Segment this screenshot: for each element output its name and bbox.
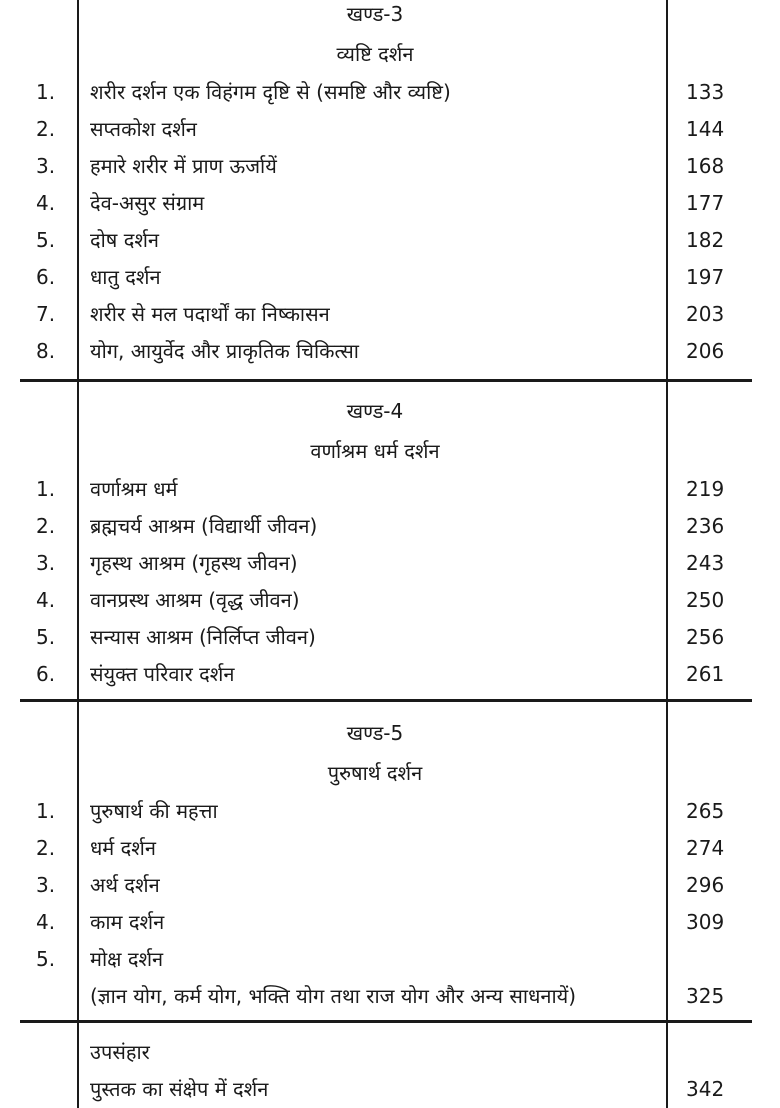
- toc-entry[interactable]: [0, 619, 780, 656]
- toc-entry[interactable]: [0, 259, 780, 296]
- entry-page-number: 243: [686, 551, 725, 575]
- entry-page-number: 261: [686, 662, 725, 686]
- toc-entry[interactable]: [0, 1034, 780, 1071]
- entry-number: 3.: [36, 873, 56, 897]
- entry-page-number: 144: [686, 117, 725, 141]
- entry-number: 5.: [36, 625, 56, 649]
- entry-title: मोक्ष दर्शन: [90, 947, 164, 971]
- entry-title: सन्यास आश्रम (निर्लिप्त जीवन): [90, 625, 316, 649]
- entry-page-number: 309: [686, 910, 725, 934]
- entry-number: 1.: [36, 799, 56, 823]
- toc-entry[interactable]: [0, 830, 780, 867]
- entry-page-number: 256: [686, 625, 725, 649]
- toc-entry[interactable]: [0, 656, 780, 693]
- entry-page-number: 177: [686, 191, 725, 215]
- entry-title: गृहस्थ आश्रम (गृहस्थ जीवन): [90, 551, 298, 575]
- entry-title: पुस्तक का संक्षेप में दर्शन: [90, 1077, 269, 1101]
- entry-page-number: 296: [686, 873, 725, 897]
- toc-entry[interactable]: [0, 222, 780, 259]
- entry-title: शरीर से मल पदार्थों का निष्कासन: [90, 302, 330, 326]
- entry-number: 2.: [36, 836, 56, 860]
- entry-page-number: 265: [686, 799, 725, 823]
- entry-page-number: 168: [686, 154, 725, 178]
- entry-title: शरीर दर्शन एक विहंगम दृष्टि से (समष्टि और व्यष्टि): [90, 80, 451, 104]
- entry-number: 5.: [36, 228, 56, 252]
- entry-title: ब्रह्मचर्य आश्रम (विद्यार्थी जीवन): [90, 514, 318, 538]
- section-subtitle: पुरुषार्थ दर्शन: [327, 761, 423, 785]
- toc-entry[interactable]: [0, 904, 780, 941]
- section-subtitle: व्यष्टि दर्शन: [336, 42, 414, 66]
- toc-entry[interactable]: [0, 582, 780, 619]
- section-heading: खण्ड-4: [346, 399, 404, 423]
- entry-page-number: 182: [686, 228, 725, 252]
- entry-title: वानप्रस्थ आश्रम (वृद्ध जीवन): [90, 588, 300, 612]
- toc-entry[interactable]: [0, 185, 780, 222]
- entry-number: 6.: [36, 662, 56, 686]
- entry-title: अर्थ दर्शन: [90, 873, 160, 897]
- toc-entry[interactable]: [0, 508, 780, 545]
- entry-title: काम दर्शन: [90, 910, 165, 934]
- entry-number: 8.: [36, 339, 56, 363]
- toc-entry[interactable]: [0, 74, 780, 111]
- entry-title: पुरुषार्थ की महत्ता: [90, 799, 218, 823]
- entry-page-number: 325: [686, 984, 725, 1008]
- toc-entry[interactable]: [0, 941, 780, 978]
- entry-number: 2.: [36, 514, 56, 538]
- entry-page-number: 236: [686, 514, 725, 538]
- section-heading: खण्ड-3: [346, 2, 404, 26]
- entry-page-number: 133: [686, 80, 725, 104]
- entry-title: वर्णाश्रम धर्म: [90, 477, 178, 501]
- entry-page-number: 206: [686, 339, 725, 363]
- entry-number: 4.: [36, 191, 56, 215]
- entry-title: सप्तकोश दर्शन: [90, 117, 197, 141]
- toc-entry[interactable]: [0, 545, 780, 582]
- toc-entry[interactable]: [0, 1071, 780, 1108]
- entry-number: 4.: [36, 588, 56, 612]
- entry-page-number: 219: [686, 477, 725, 501]
- section-subtitle: वर्णाश्रम धर्म दर्शन: [310, 439, 440, 463]
- entry-page-number: 274: [686, 836, 725, 860]
- entry-number: 3.: [36, 154, 56, 178]
- toc-section: [0, 1022, 780, 1108]
- section-heading: खण्ड-5: [346, 721, 404, 745]
- entry-number: 1.: [36, 80, 56, 104]
- toc-section: [0, 0, 780, 380]
- entry-page-number: 203: [686, 302, 725, 326]
- entry-title: दोष दर्शन: [90, 228, 160, 252]
- toc-entry[interactable]: [0, 471, 780, 508]
- entry-title: हमारे शरीर में प्राण ऊर्जायें: [90, 154, 277, 178]
- toc-entry[interactable]: [0, 111, 780, 148]
- entry-number: 1.: [36, 477, 56, 501]
- entry-number: 2.: [36, 117, 56, 141]
- entry-title: संयुक्त परिवार दर्शन: [90, 662, 235, 686]
- entry-title: योग, आयुर्वेद और प्राकृतिक चिकित्सा: [90, 339, 359, 363]
- toc-entry[interactable]: [0, 793, 780, 830]
- toc-entry[interactable]: [0, 867, 780, 904]
- toc-section: [0, 382, 780, 700]
- entry-page-number: 197: [686, 265, 725, 289]
- toc-entry[interactable]: [0, 148, 780, 185]
- entry-number: 3.: [36, 551, 56, 575]
- entry-title: (ज्ञान योग, कर्म योग, भक्ति योग तथा राज योग और अन्य साधनायें): [90, 984, 577, 1008]
- toc-entry[interactable]: [0, 978, 780, 1015]
- toc-entry[interactable]: [0, 296, 780, 333]
- entry-title: धर्म दर्शन: [90, 836, 156, 860]
- toc-section: [0, 702, 780, 1020]
- entry-title: उपसंहार: [90, 1040, 150, 1064]
- entry-title: देव-असुर संग्राम: [90, 191, 205, 215]
- toc-entry[interactable]: [0, 333, 780, 370]
- entry-number: 7.: [36, 302, 56, 326]
- entry-page-number: 250: [686, 588, 725, 612]
- entry-page-number: 342: [686, 1077, 725, 1101]
- entry-title: धातु दर्शन: [90, 265, 161, 289]
- entry-number: 6.: [36, 265, 56, 289]
- entry-number: 5.: [36, 947, 56, 971]
- entry-number: 4.: [36, 910, 56, 934]
